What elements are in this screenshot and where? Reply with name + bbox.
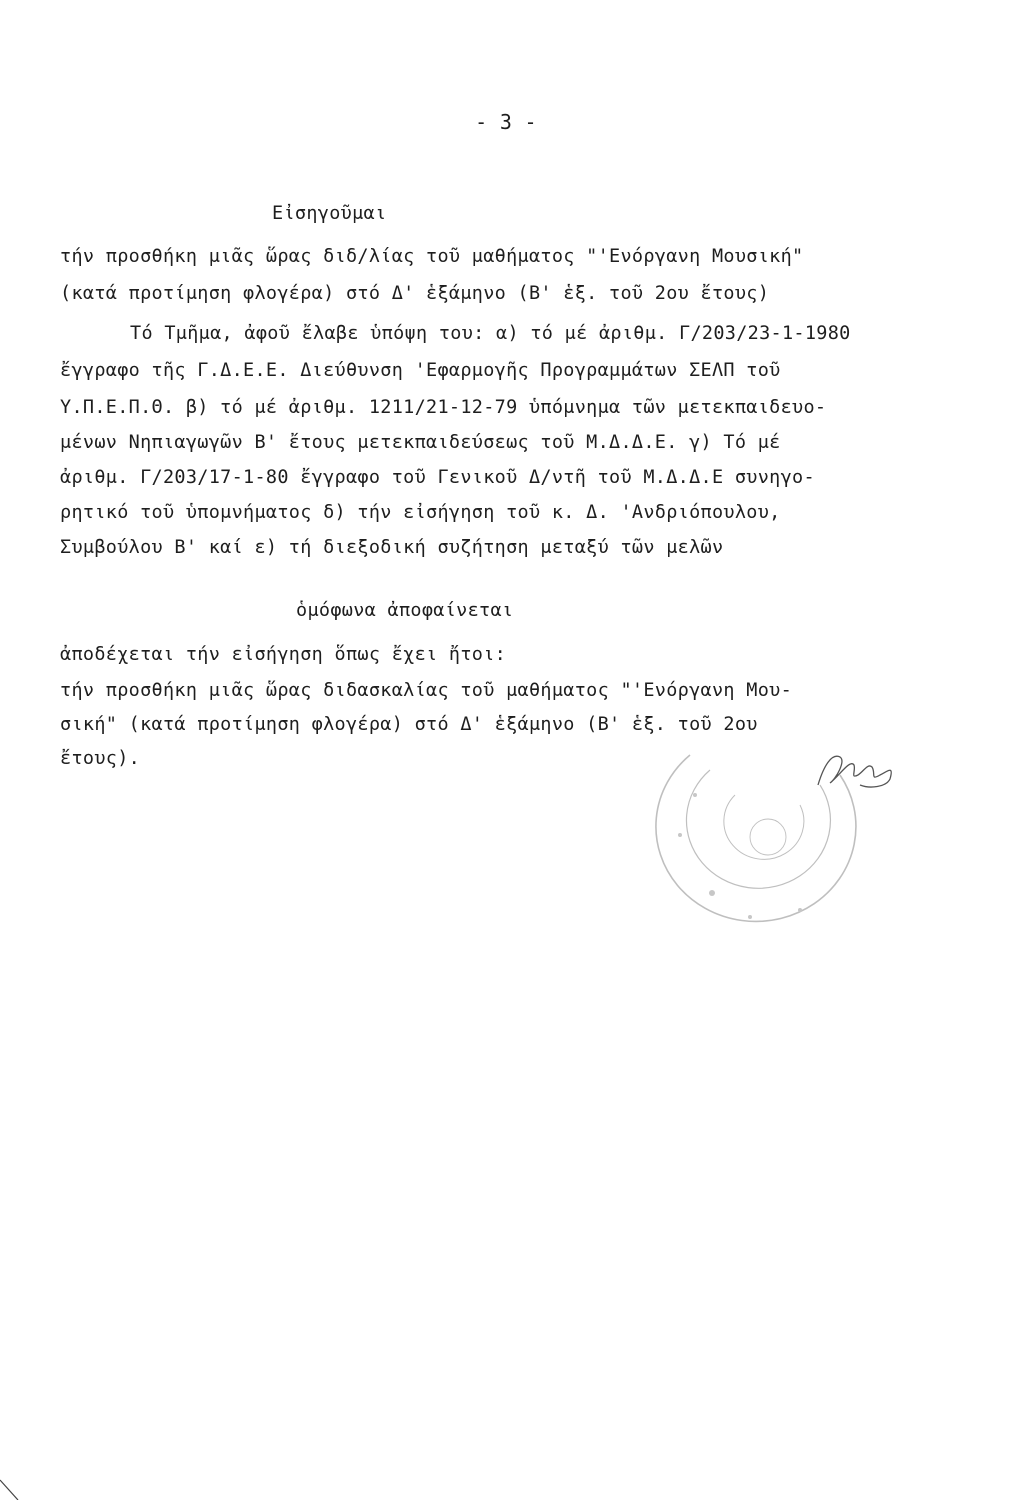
text-line: Υ.Π.Ε.Π.Θ. β) τό μέ ἀριθμ. 1211/21-12-79 ὑπόμνημα τῶν μετεκπαιδευο-	[60, 397, 827, 418]
page-number: - 3 -	[475, 110, 537, 134]
text-line: μένων Νηπιαγωγῶν Β' ἔτους μετεκπαιδεύσεως τοῦ Μ.Δ.Δ.Ε. γ) Τό μέ	[60, 432, 781, 453]
scan-corner-mark	[0, 1465, 30, 1500]
text-line: ἔτους).	[60, 748, 141, 769]
text-line: τήν προσθήκη μιᾶς ὥρας διδ/λίας τοῦ μαθήματος "'Ενόργανη Μουσική"	[60, 246, 804, 267]
heading-recommend: Εἰσηγοῦμαι	[272, 203, 387, 224]
heading-decision: ὁμόφωνα ἀποφαίνεται	[296, 600, 514, 621]
text-line: σική" (κατά προτίμηση φλογέρα) στό Δ' ἑξάμηνο (Β' ἑξ. τοῦ 2ου	[60, 714, 758, 735]
text-line: ἀριθμ. Γ/203/17-1-80 ἔγγραφο τοῦ Γενικοῦ Δ/ντῆ τοῦ Μ.Δ.Δ.Ε συνηγο-	[60, 467, 815, 488]
text-line: (κατά προτίμηση φλογέρα) στό Δ' ἑξάμηνο (Β' ἑξ. τοῦ 2ου ἔτους)	[60, 283, 770, 304]
text-line: ἔγγραφο τῆς Γ.Δ.Ε.Ε. Διεύθυνση 'Εφαρμογῆς Προγραμμάτων ΣΕΛΠ τοῦ	[60, 360, 781, 381]
text-line: Συμβούλου Β' καί ε) τή διεξοδική συζήτηση μεταξύ τῶν μελῶν	[60, 537, 724, 558]
text-line: τήν προσθήκη μιᾶς ὥρας διδασκαλίας τοῦ μαθήματος "'Ενόργανη Μου-	[60, 680, 793, 701]
text-line: ρητικό τοῦ ὑπομνήματος δ) τήν εἰσήγηση τοῦ κ. Δ. 'Ανδριόπουλου,	[60, 502, 781, 523]
text-line: Τό Τμῆμα, ἀφοῦ ἔλαβε ὑπόψη του: α) τό μέ ἀριθμ. Γ/203/23-1-1980	[130, 323, 851, 344]
text-line: ἀποδέχεται τήν εἰσήγηση ὅπως ἔχει ἤτοι:	[60, 644, 507, 665]
handwritten-signature-icon	[810, 745, 900, 795]
